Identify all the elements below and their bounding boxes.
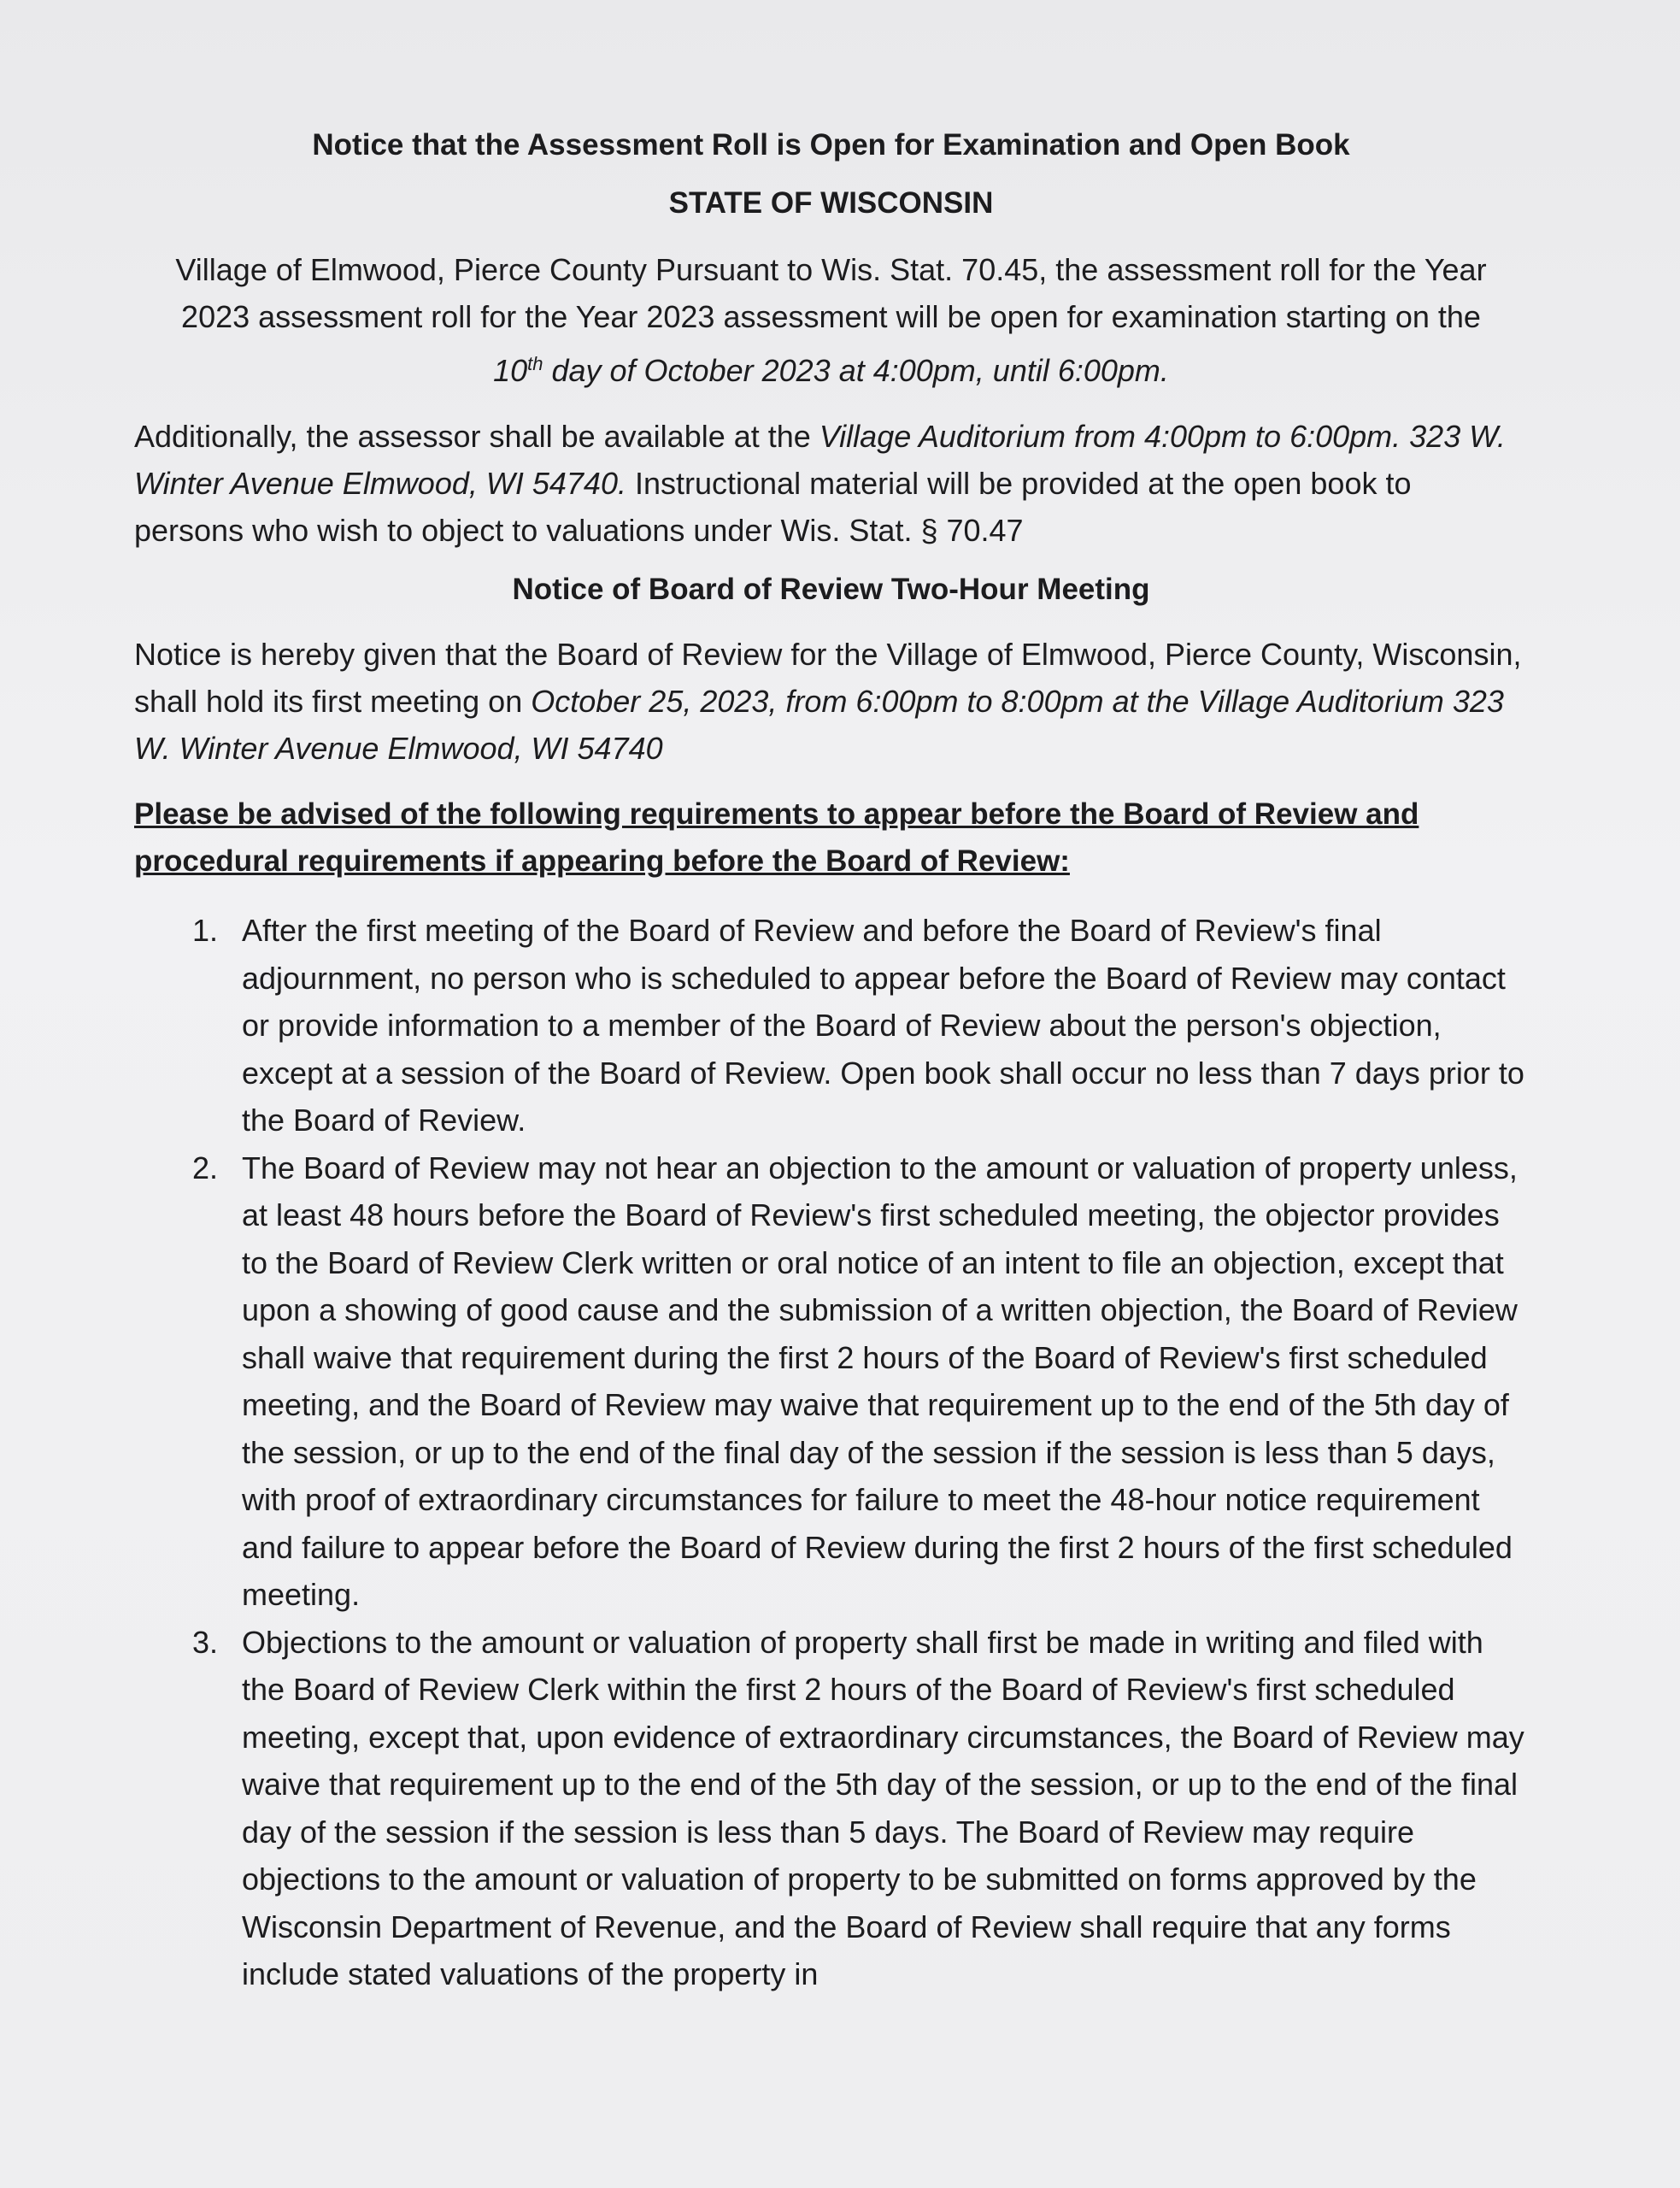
assessment-roll-paragraph (134, 246, 1528, 394)
requirement-text: The Board of Review may not hear an objection to the amount or valuation of property unless, at least 48 hours before the Board of Review's first scheduled meeting, the objector provides to the Board of Review Clerk written or oral notice of an intent to file an objection, except that upon a showing of good cause and the submission of a written objection, the Board of Review shall waive that requirement during the first 2 hours of the Board of Review's first scheduled meeting, and the Board of Review may waive that requirement up to the end of the 5th day of the session, or up to the end of the final day of the session if the session is less than 5 days, with proof of extraordinary circumstances for failure to meet the 48-hour notice requirement and failure to appear before the Board of Review during the first 2 hours of the first scheduled meeting. (242, 1150, 1518, 1612)
board-meeting-paragraph (134, 631, 1528, 772)
assessor-lead: Additionally, the assessor shall be available at the (134, 419, 819, 454)
state-heading: STATE OF WISCONSIN (668, 186, 994, 220)
assessor-location: Village Auditorium from 4:00pm to 6:00pm. 323 W. Winter Avenue Elmwood, WI 54740. (134, 419, 1506, 501)
assessment-roll-text: Village of Elmwood, Pierce County Pursuant to Wis. Stat. 70.45, the assessment roll for the Year 2023 assessment roll for the Year 2023 assessment will be open for examination starting on the (175, 252, 1487, 334)
requirement-number: 3. (191, 1624, 218, 1660)
date-rest: day of October 2023 at 4:00pm, until 6:00pm. (543, 353, 1169, 388)
date-suffix: th (527, 353, 543, 374)
date-day: 10 (493, 353, 528, 388)
requirement-number: 1. (191, 913, 218, 948)
requirement-item (134, 907, 1528, 1144)
assessor-availability-paragraph (134, 413, 1528, 554)
requirement-item (134, 1144, 1528, 1619)
board-meeting-details: October 25, 2023, from 6:00pm to 8:00pm at the Village Auditorium 323 W. Winter Avenue Elmwood, WI 54740 (134, 684, 1504, 766)
requirement-number: 2. (191, 1150, 218, 1185)
document-title: Notice that the Assessment Roll is Open for Examination and Open Book (312, 128, 1350, 162)
board-meeting-lead: Notice is hereby given that the Board of Review for the Village of Elmwood, Pierce County, Wisconsin, shall hold its first meeting on (134, 637, 1522, 719)
board-review-heading: Notice of Board of Review Two-Hour Meeting (512, 573, 1150, 606)
requirement-item (134, 1619, 1528, 1998)
assessment-roll-date (493, 353, 1169, 388)
advisory-notice: Please be advised of the following requirements to appear before the Board of Review and procedural requirements if appearing before the Board of Review: (134, 797, 1419, 878)
requirements-list (134, 907, 1528, 1998)
requirement-text: Objections to the amount or valuation of property shall first be made in writing and filed with the Board of Review Clerk within the first 2 hours of the Board of Review's first scheduled meeting, except that, upon evidence of extraordinary circumstances, the Board of Review may waive that requirement up to the end of the 5th day of the session, or up to the end of the final day of the session if the session is less than 5 days. The Board of Review may require objections to the amount or valuation of property to be submitted on forms approved by the Wisconsin Department of Revenue, and the Board of Review shall require that any forms include stated valuations of the property in (242, 1624, 1524, 1991)
requirement-text: After the first meeting of the Board of Review and before the Board of Review's final adjournment, no person who is scheduled to appear before the Board of Review may contact or provide information to a member of the Board of Review about the person's objection, except at a session of the Board of Review. Open book shall occur no less than 7 days prior to the Board of Review. (242, 913, 1524, 1138)
assessor-tail: Instructional material will be provided at the open book to persons who wish to object to valuations under Wis. Stat. § 70.47 (134, 466, 1412, 548)
